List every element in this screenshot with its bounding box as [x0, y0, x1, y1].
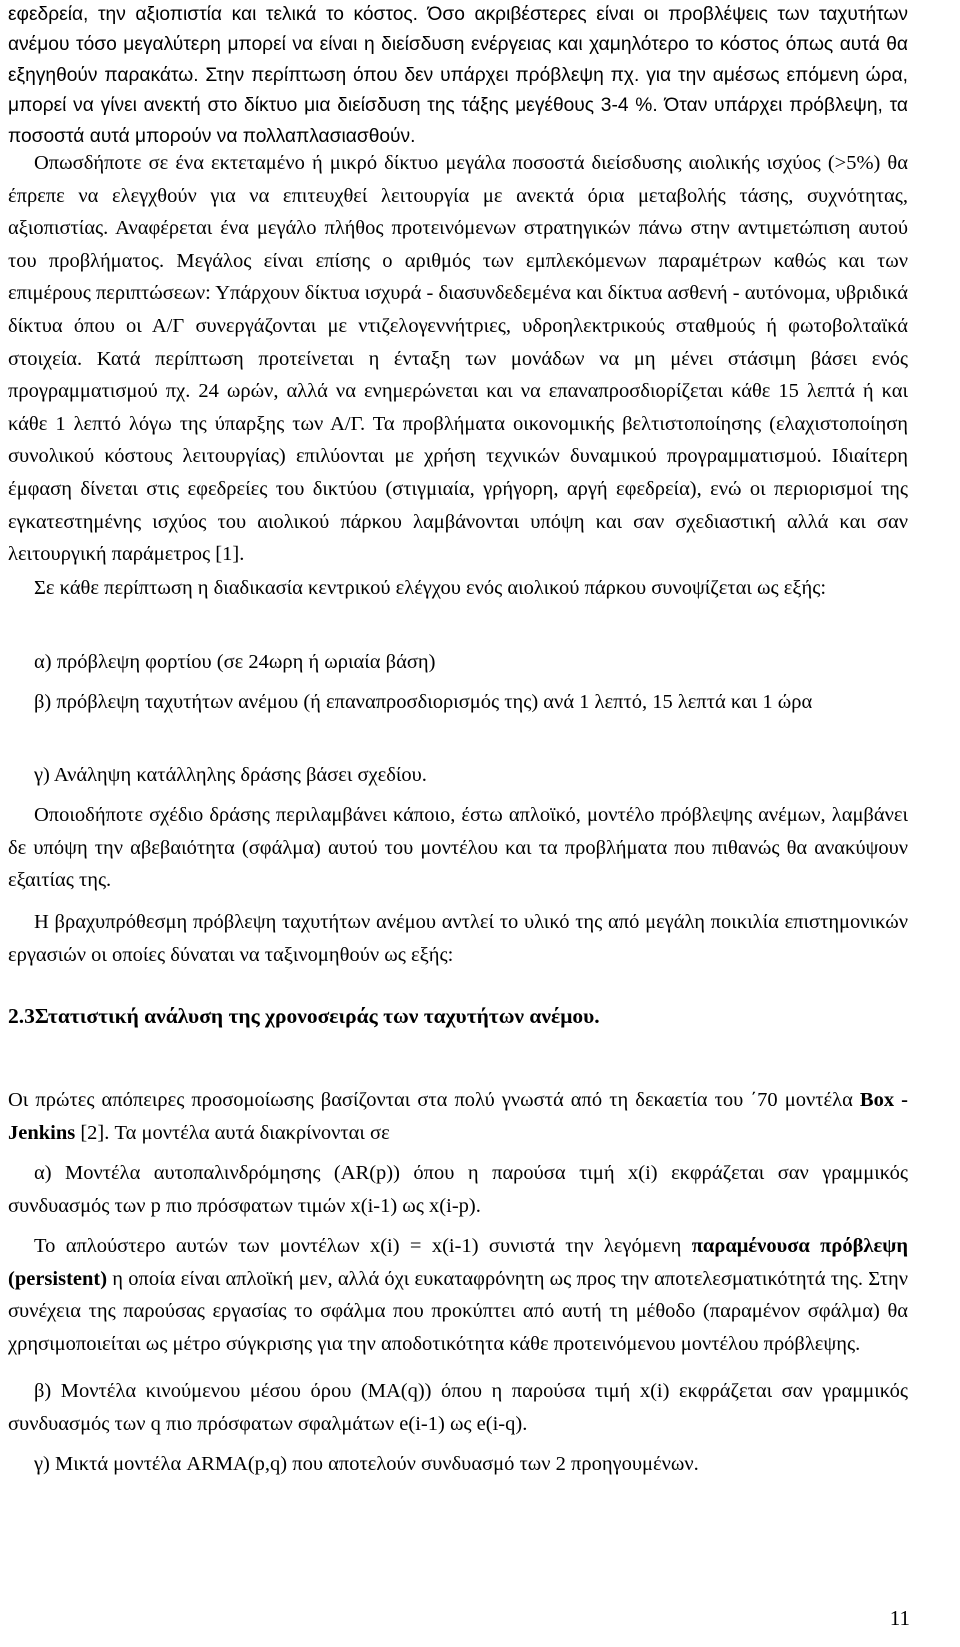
model-item-ar: α) Μοντέλα αυτοπαλινδρόμησης (AR(p)) όπου η παρούσα τιμή x(i) εκφράζεται σαν γραμμικός συνδυασμός των p πιο πρόσφατων τιμών x(i-1) ως x(i-p).: [8, 1162, 908, 1217]
model-item-ma: β) Μοντέλα κινούμενου μέσου όρου (MA(q)) όπου η παρούσα τιμή x(i) εκφράζεται σαν γραμμικός συνδυασμός των q πιο πρόσφατων σφαλμάτων e(i-1) ως e(i-q).: [8, 1380, 908, 1435]
paragraph-action-plan: Οποιοδήποτε σχέδιο δράσης περιλαμβάνει κάποιο, έστω απλοϊκό, μοντέλο πρόβλεψης ανέμων, λαμβάνει δε υπόψη την αβεβαιότητα (σφάλμα) αυτού του μοντέλου και τα προβλήματα που πιθανώς θα ανακύψουν εξαιτίας της.: [8, 804, 908, 892]
persistent-term: παραμένουσα πρόβλεψη (persistent): [8, 1235, 909, 1290]
paragraph-persistent: [8, 1230, 908, 1360]
paragraph-box-jenkins: [8, 1084, 908, 1149]
paragraph-network-penetration: Οπωσδήποτε σε ένα εκτεταμένο ή μικρό δίκτυο μεγάλα ποσοστά διείσδυσης αιολικής ισχύος (>5%) θα έπρεπε να ελεγχθούν για να επιτευχθεί λειτουργία με ανεκτά όρια μεταβολής τάσης, συχνότητας, αξιοπιστίας. Αναφέρεται ένα μεγάλο πλήθος προτεινόμενων στρατηγικών πάνω στην αντιμετώπιση αυτού του προβλήματος. Μεγάλος είναι επίσης ο αριθμός των εμπλεκόμενων παραμέτρων καθώς και των επιμέρους περιπτώσεων: Υπάρχουν δίκτυα ισχυρά - διασυνδεδεμένα και δίκτυα ασθενή - αυτόνομα, υβριδικά δίκτυα όπου οι Α/Γ συνεργάζονται με ντιζελογεννήτριες, υδροηλεκτρικούς σταθμούς ή φωτοβολταϊκά στοιχεία. Κατά περίπτωση προτείνεται η ένταξη των μονάδων να μη μένει στάσιμη βάσει ενός προγραμματισμού πχ. 24 ωρών, αλλά να ενημερώνεται και να επαναπροσδιορίζεται κάθε 15 λεπτά ή και κάθε 1 λεπτό λόγω της ύπαρξης των Α/Γ. Τα προβλήματα οικονομικής βελτιστοποίησης (ελαχιστοποίηση συνολικού κόστους λειτουργίας) επιλύονται με χρήση τεχνικών δυναμικού προγραμματισμού. Ιδιαίτερη έμφαση δίνεται στις εφεδρείες του δικτύου (στιγμιαία, γρήγορη, αργή εφεδρεία), ενώ οι περιορισμοί της εγκατεστημένης ισχύος του αιολικού πάρκου λαμβάνονται υπόψη και σαν σχεδιαστική αλλά και σαν λειτουργική παράμετρος [1].: [8, 152, 908, 566]
top-paragraph: εφεδρεία, την αξιοπιστία και τελικά το κόστος. Όσο ακριβέστερες είναι οι προβλέψεις των ταχυτήτων ανέμου τόσο μεγαλύτερη μπορεί να είναι η διείσδυση ενέργειας και χαμηλότερο το κόστος όπως αυτά θα εξηγηθούν παρακάτω. Στην περίπτωση όπου δεν υπάρχει πρόβλεψη πχ. για την αμέσως επόμενη ώρα, μπορεί να γίνει ανεκτή στο δίκτυο μια διείσδυση της τάξης μεγέθους 3-4 %. Όταν υπάρχει πρόβλεψη, τα ποσοστά αυτά μπορούν να πολλαπλασιασθούν.: [8, 4, 908, 147]
box-jenkins-term: Box - Jenkins: [8, 1089, 908, 1144]
list-item-a: α) πρόβλεψη φορτίου (σε 24ωρη ή ωριαία βάση): [34, 651, 436, 673]
paragraph-persistent-post: η οποία είναι απλοϊκή μεν, αλλά όχι ευκαταφρόνητη ως προς την αποτελεσματικότητά της. Στην συνέχεια της παρούσας εργασίας το σφάλμα που προκύπτει από αυτή τη μέθοδο (παραμένον σφάλμα) θα χρησιμοποιείται ως μέτρο σύγκρισης για την αποδοτικότητα κάθε προτεινόμενου μοντέλου πρόβλεψης.: [8, 1267, 908, 1355]
section-heading: 2.3Στατιστική ανάλυση της χρονοσειράς των ταχυτήτων ανέμου.: [8, 1004, 600, 1028]
model-item-arma: γ) Μικτά μοντέλα ARMA(p,q) που αποτελούν συνδυασμό των 2 προηγουμένων.: [34, 1453, 699, 1475]
paragraph-central-control: Σε κάθε περίπτωση η διαδικασία κεντρικού ελέγχου ενός αιολικού πάρκου συνοψίζεται ως εξής:: [34, 577, 827, 599]
paragraph-persistent-pre: Το απλούστερο αυτών των μοντέλων x(i) = x(i-1) συνιστά την λεγόμενη: [34, 1235, 692, 1257]
page-number: 11: [889, 1606, 910, 1630]
paragraph-box-jenkins-pre: Οι πρώτες απόπειρες προσομοίωσης βασίζονται στα πολύ γνωστά από τη δεκαετία του ΄70 μοντέλα: [8, 1089, 860, 1111]
list-item-c: γ) Ανάληψη κατάλληλης δράσης βάσει σχεδίου.: [34, 764, 427, 786]
paragraph-box-jenkins-post: [2]. Τα μοντέλα αυτά διακρίνονται σε: [75, 1121, 390, 1144]
paragraph-short-term-forecast: Η βραχυπρόθεσμη πρόβλεψη ταχυτήτων ανέμου αντλεί το υλικό της από μεγάλη ποικιλία επιστημονικών εργασιών οι οποίες δύναται να ταξινομηθούν ως εξής:: [8, 911, 908, 966]
list-item-b: β) πρόβλεψη ταχυτήτων ανέμου (ή επαναπροσδιορισμός της) ανά 1 λεπτό, 15 λεπτά και 1 ώρα: [34, 691, 813, 713]
